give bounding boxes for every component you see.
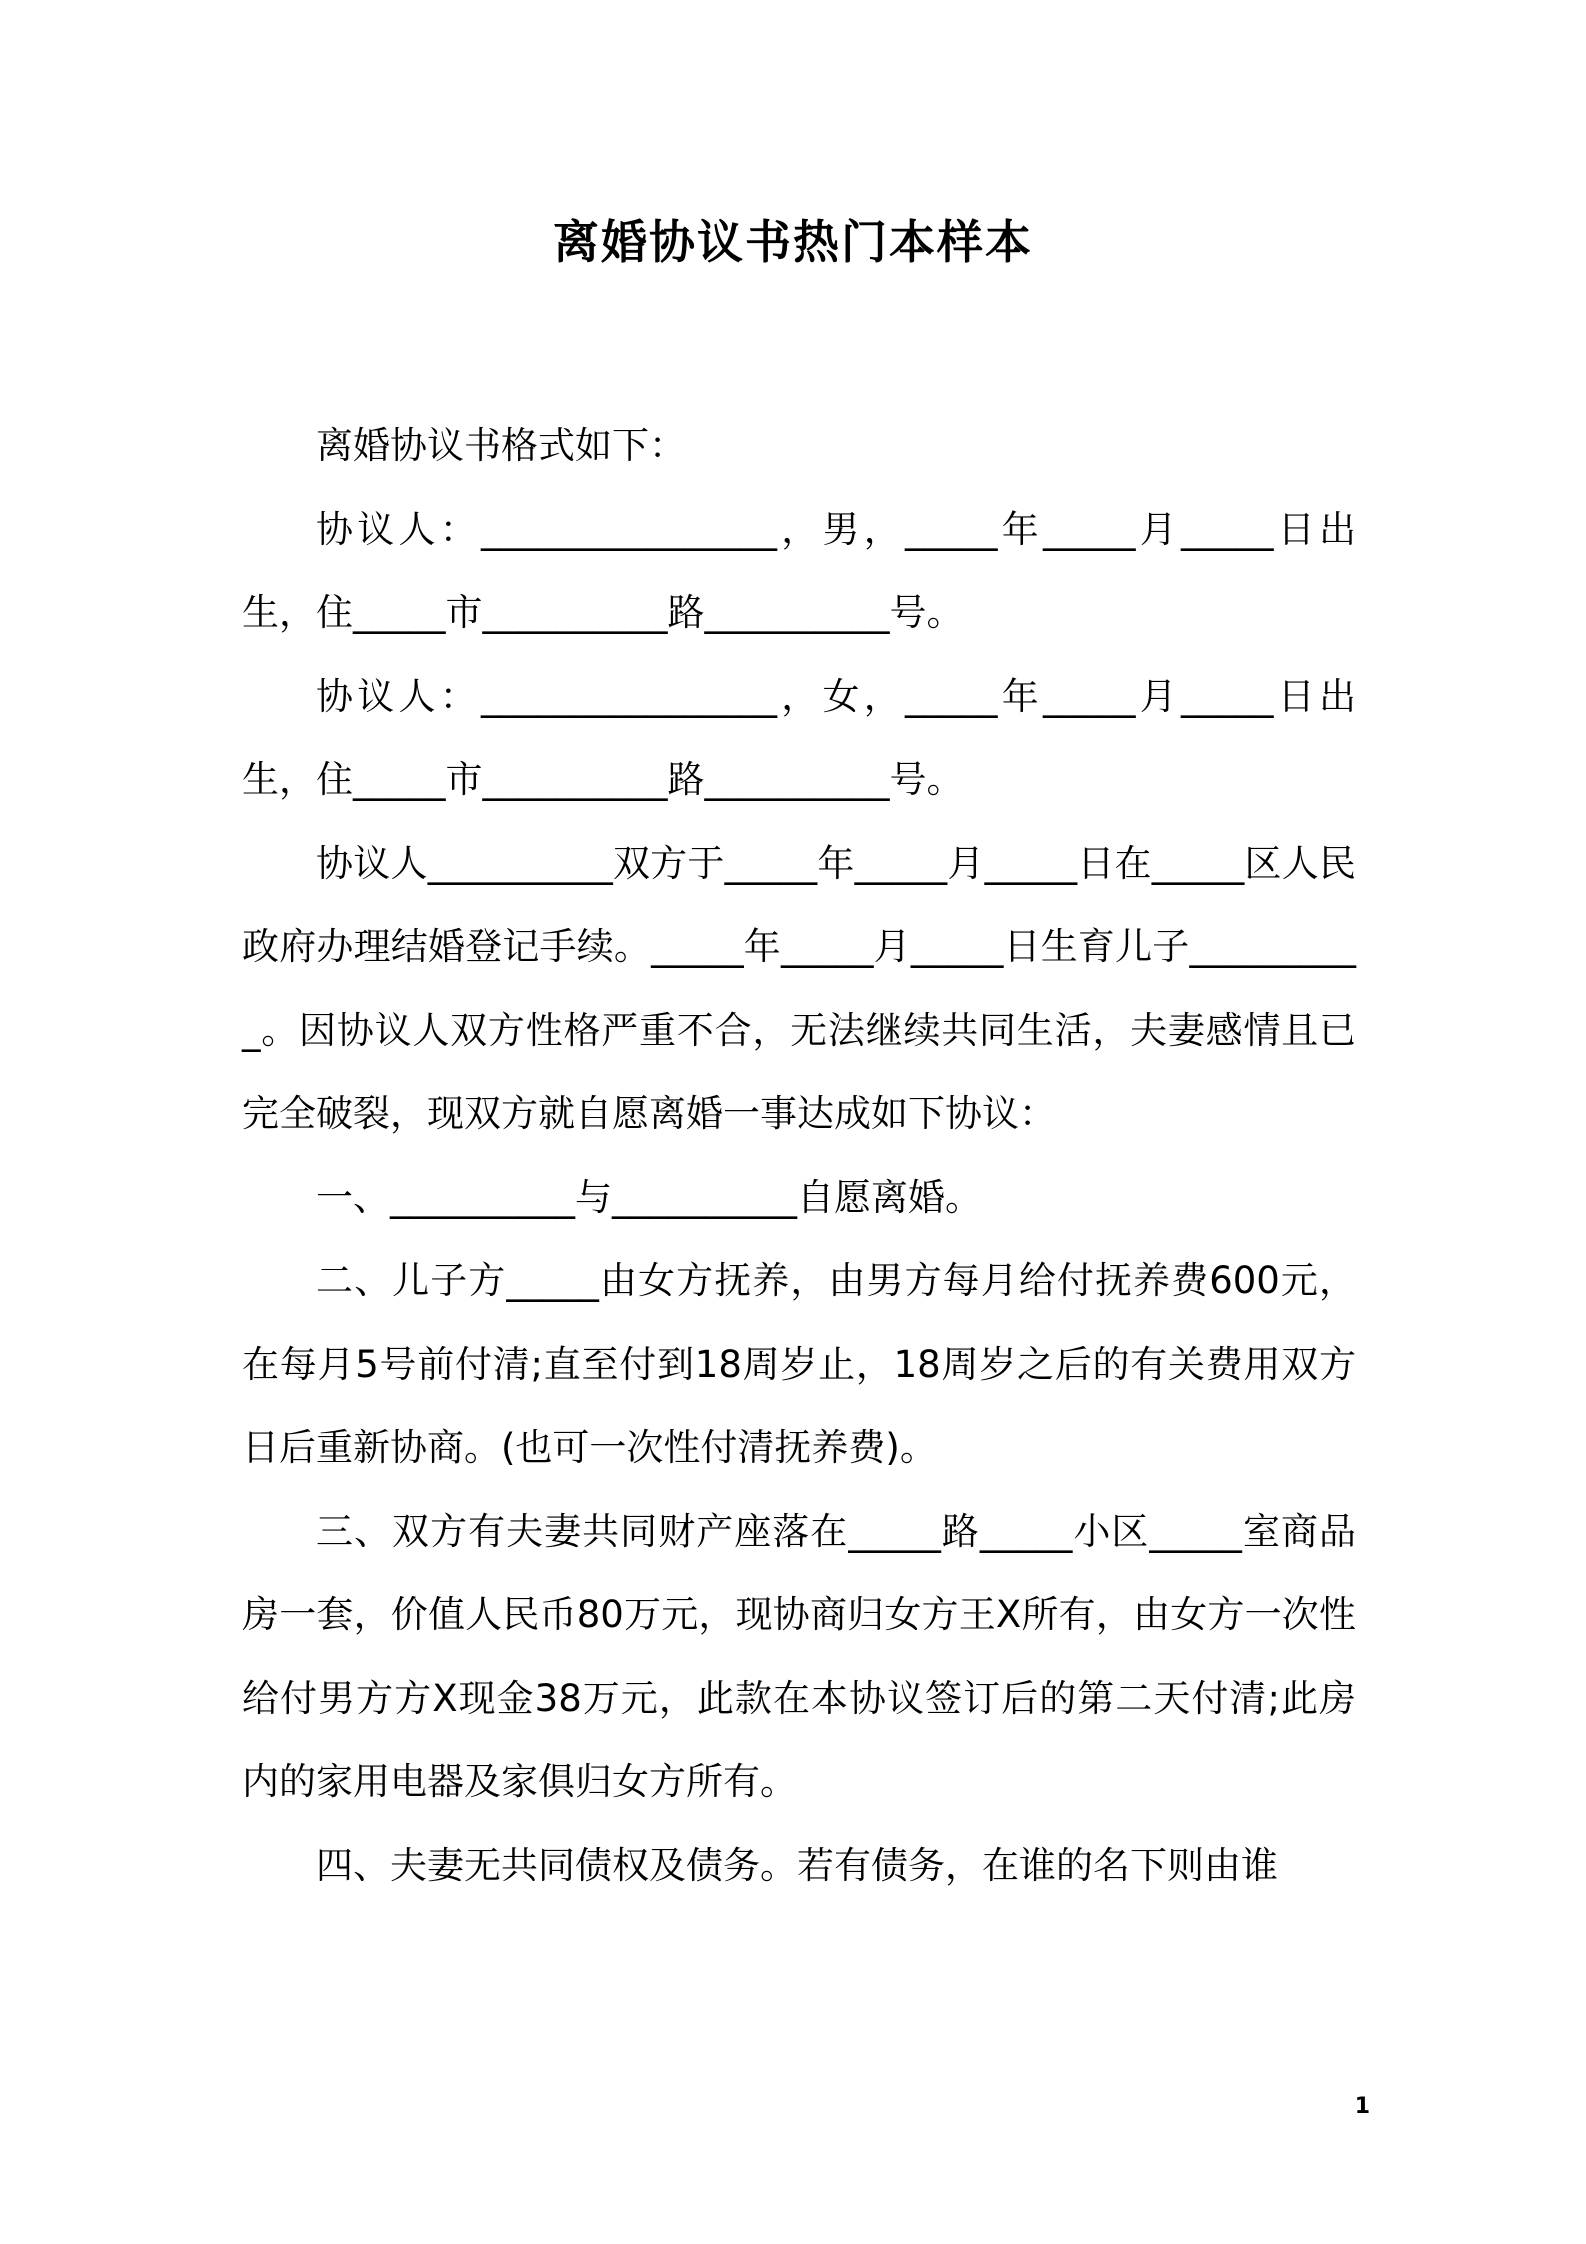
paragraph-clause-2: 二、儿子方_____由女方抚养，由男方每月给付抚养费600元，在每月5号前付清;直至付到18周岁止，18周岁之后的有关费用双方日后重新协商。(也可一次性付清抚养费)。 [242, 1259, 1356, 1469]
paragraph-party-female: 协议人：________________，女，_____年_____月_____日出生，住_____市__________路__________号。 [242, 674, 1356, 801]
document-title: 离婚协议书热门本样本 [553, 215, 1033, 269]
paragraph-clause-4: 四、夫妻无共同债权及债务。若有债务，在谁的名下则由谁 [316, 1843, 1278, 1887]
page-number: 1 [1354, 2094, 1370, 2119]
document-body [242, 404, 1356, 1907]
paragraph-clause-3: 三、双方有夫妻共同财产座落在_____路_____小区_____室商品房一套，价值人民币80万元，现协商归女方王X所有，由女方一次性给付男方方X现金38万元，此款在本协议签订后的第二天付清;此房内的家用电器及家俱归女方所有。 [242, 1509, 1356, 1803]
paragraph-intro: 离婚协议书格式如下： [316, 424, 686, 467]
paragraph-background: 协议人__________双方于_____年_____月_____日在_____区人民政府办理结婚登记手续。_____年_____月_____日生育儿子__________。因协议人双方性格严重不合，无法继续共同生活，夫妻感情且已完全破裂，现双方就自愿离婚一事达成如下协议： [242, 841, 1356, 1135]
paragraph-party-male: 协议人：________________，男，_____年_____月_____日出生，住_____市__________路__________号。 [242, 507, 1356, 634]
paragraph-clause-1: 一、__________与__________自愿离婚。 [316, 1175, 982, 1219]
